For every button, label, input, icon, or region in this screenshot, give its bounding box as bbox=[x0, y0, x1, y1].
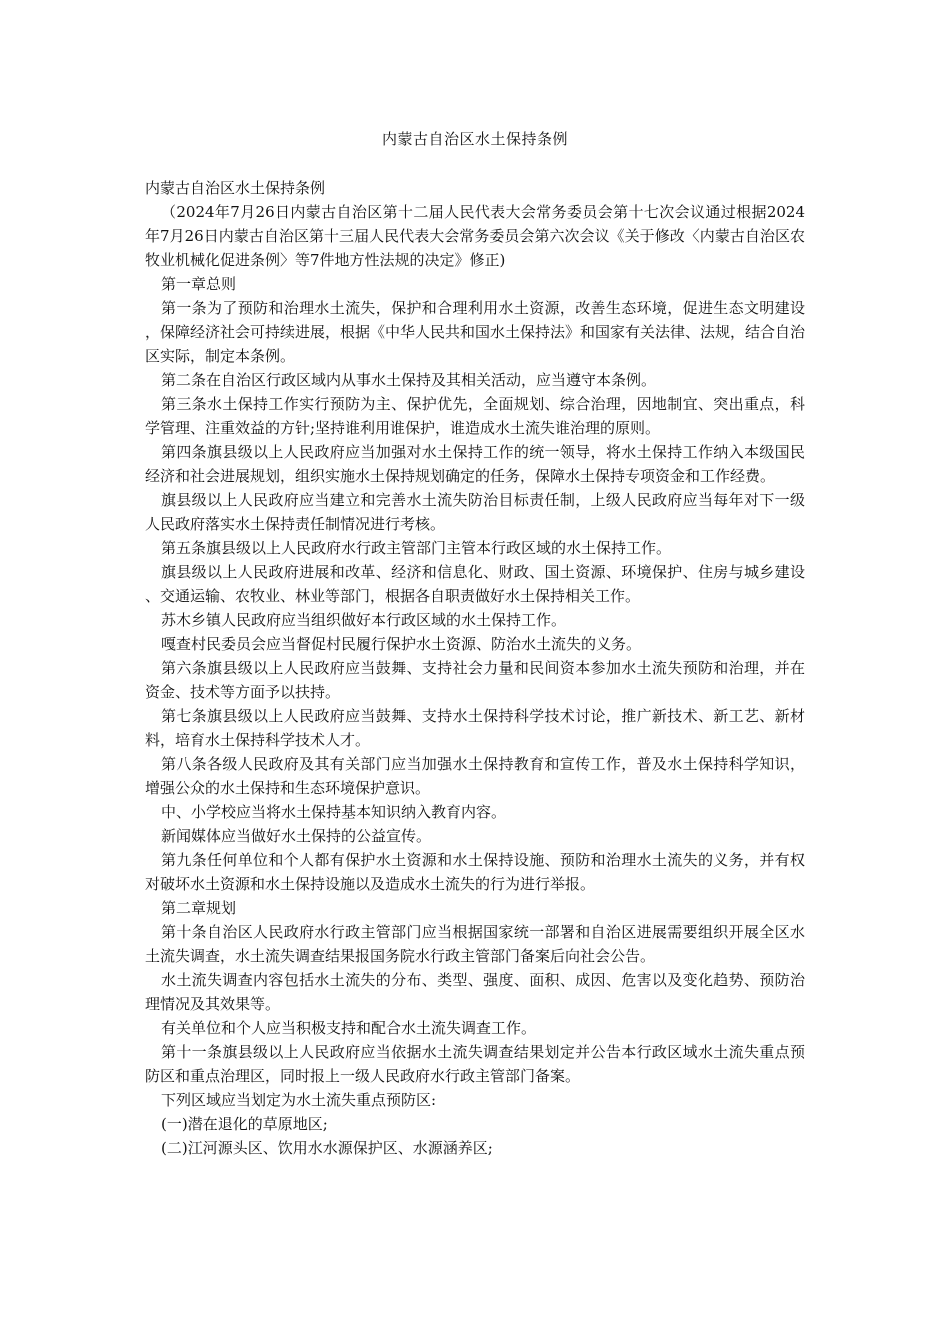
article-11: 第十一条旗县级以上人民政府应当依据水土流失调查结果划定并公告本行政区域水土流失重点预防区和重点治理区，同时报上一级人民政府水行政主管部门备案。 bbox=[145, 1043, 805, 1085]
article-6: 第六条旗县级以上人民政府应当鼓舞、支持社会力量和民间资本参加水土流失预防和治理，并在资金、技术等方面予以扶持。 bbox=[145, 659, 805, 701]
article-11-clause-2: 下列区域应当划定为水土流失重点预防区: bbox=[161, 1091, 437, 1109]
article-9: 第九条任何单位和个人都有保护水土资源和水土保持设施、预防和治理水土流失的义务，并有权对破坏水土资源和水土保持设施以及造成水土流失的行为进行举报。 bbox=[145, 851, 805, 893]
article-3: 第三条水土保持工作实行预防为主、保护优先，全面规划、综合治理，因地制宜、突出重点，科学管理、注重效益的方针;坚持谁利用谁保护，谁造成水土流失谁治理的原则。 bbox=[145, 395, 805, 437]
article-8: 第八条各级人民政府及其有关部门应当加强水土保持教育和宣传工作，普及水土保持科学知识，增强公众的水土保持和生态环境保护意识。 bbox=[145, 755, 805, 797]
document-title: 内蒙古自治区水土保持条例 bbox=[381, 130, 568, 148]
article-5: 第五条旗县级以上人民政府水行政主管部门主管本行政区域的水土保持工作。 bbox=[161, 539, 672, 557]
article-2: 第二条在自治区行政区域内从事水土保持及其相关活动，应当遵守本条例。 bbox=[161, 371, 657, 389]
article-7: 第七条旗县级以上人民政府应当鼓舞、支持水土保持科学技术讨论，推广新技术、新工艺、新材料，培育水土保持科学技术人才。 bbox=[145, 707, 805, 749]
article-10: 第十条自治区人民政府水行政主管部门应当根据国家统一部署和自治区进展需要组织开展全区水土流失调查，水土流失调查结果报国务院水行政主管部门备案后向社会公告。 bbox=[145, 923, 805, 965]
chapter-heading-2: 第二章规划 bbox=[161, 899, 237, 917]
paragraph-amendment-note: （2024年7月26日内蒙古自治区第十二届人民代表大会常务委员会第十七次会议通过根据2024年7月26日内蒙古自治区第十三届人民代表大会常务委员会第六次会议《关于修改〈内蒙古自治区农牧业机械化促进条例〉等7件地方性法规的决定》修正) bbox=[145, 203, 805, 269]
chapter-heading-1: 第一章总则 bbox=[161, 275, 237, 293]
article-4-clause-2: 旗县级以上人民政府应当建立和完善水土流失防治目标责任制，上级人民政府应当每年对下一级人民政府落实水土保持责任制情况进行考核。 bbox=[145, 491, 805, 533]
article-11-item-1: (一)潜在退化的草原地区; bbox=[161, 1115, 328, 1133]
document-body bbox=[145, 176, 805, 1160]
article-4: 第四条旗县级以上人民政府应当加强对水土保持工作的统一领导，将水土保持工作纳入本级国民经济和社会进展规划，组织实施水土保持规划确定的任务，保障水土保持专项资金和工作经费。 bbox=[145, 443, 805, 485]
article-5-clause-2: 旗县级以上人民政府进展和改革、经济和信息化、财政、国土资源、环境保护、住房与城乡建设、交通运输、农牧业、林业等部门，根据各自职责做好水土保持相关工作。 bbox=[145, 563, 805, 605]
article-11-item-2: (二)江河源头区、饮用水水源保护区、水源涵养区; bbox=[161, 1139, 493, 1157]
article-8-clause-2: 中、小学校应当将水土保持基本知识纳入教育内容。 bbox=[161, 803, 507, 821]
article-8-clause-3: 新闻媒体应当做好水土保持的公益宣传。 bbox=[161, 827, 432, 845]
body-heading: 内蒙古自治区水土保持条例 bbox=[145, 179, 326, 197]
article-10-clause-2: 水土流失调查内容包括水土流失的分布、类型、强度、面积、成因、危害以及变化趋势、预防治理情况及其效果等。 bbox=[145, 971, 805, 1013]
article-10-clause-3: 有关单位和个人应当积极支持和配合水土流失调查工作。 bbox=[161, 1019, 537, 1037]
article-5-clause-3: 苏木乡镇人民政府应当组织做好本行政区域的水土保持工作。 bbox=[161, 611, 567, 629]
article-5-clause-4: 嘎查村民委员会应当督促村民履行保护水土资源、防治水土流失的义务。 bbox=[161, 635, 642, 653]
article-1: 第一条为了预防和治理水土流失，保护和合理利用水土资源，改善生态环境，促进生态文明建设，保障经济社会可持续进展，根据《中华人民共和国水土保持法》和国家有关法律、法规，结合自治区实际，制定本条例。 bbox=[145, 299, 806, 365]
